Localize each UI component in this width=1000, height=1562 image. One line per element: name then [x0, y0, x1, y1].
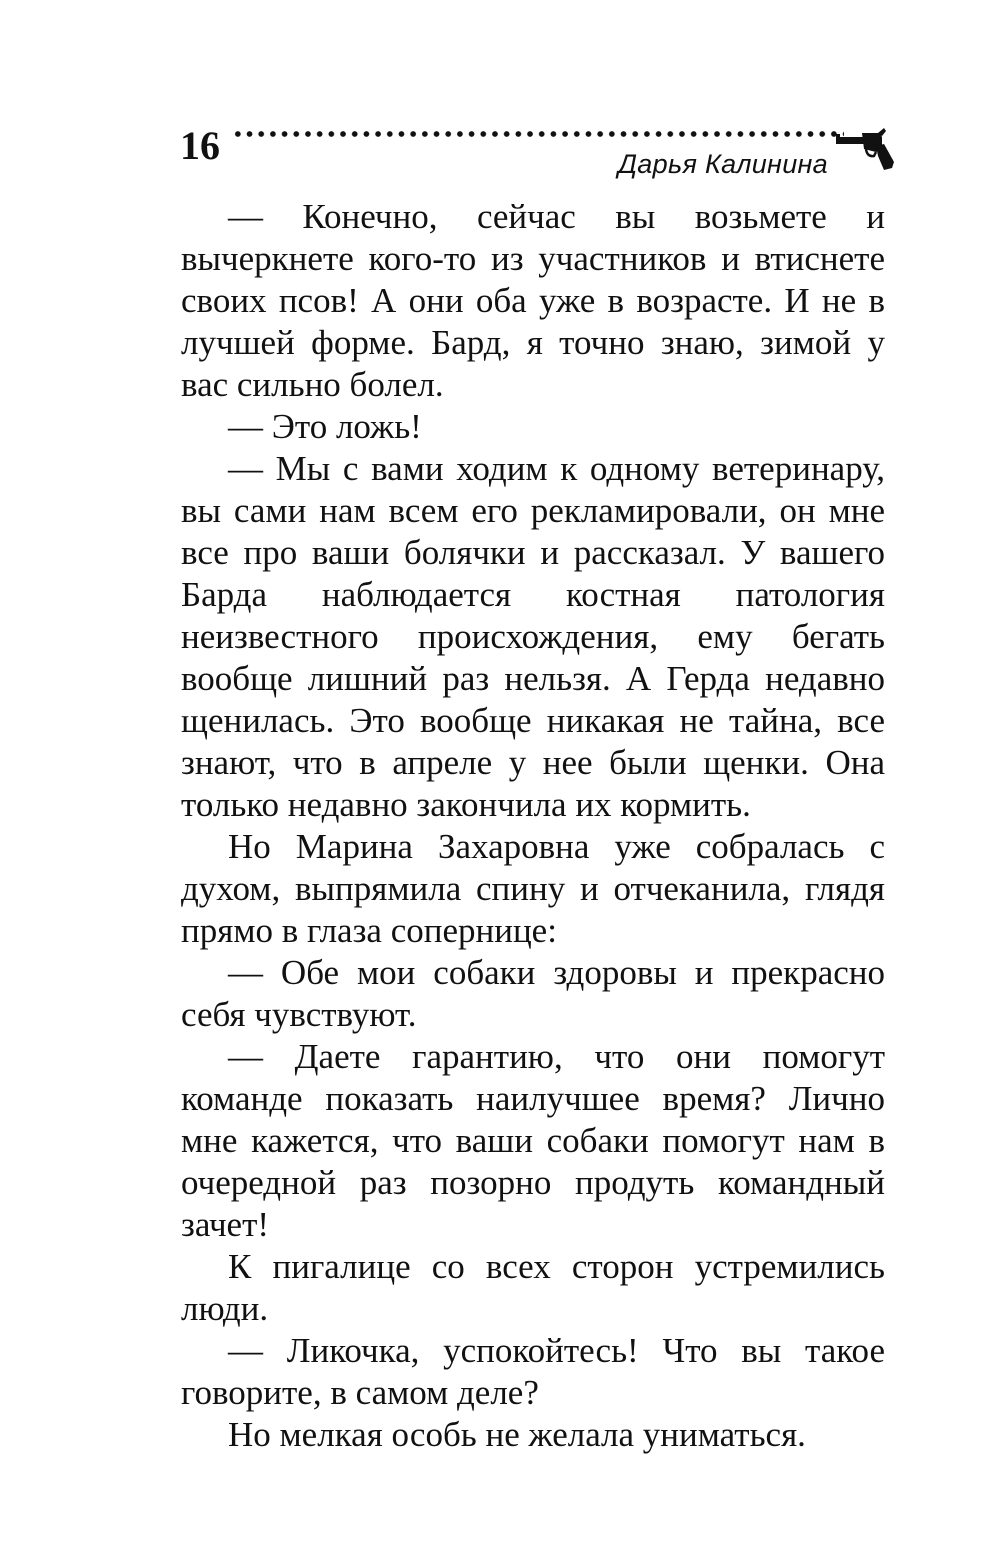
revolver-icon [836, 124, 896, 172]
paragraph: К пигалице со всех сторон устремились люди. [181, 1247, 885, 1328]
paragraph: — Обе мои собаки здоровы и прекрасно себя чувствуют. [181, 953, 885, 1034]
paragraph: Но Марина Захаровна уже собралась с духом, выпрямила спину и отчеканила, глядя прямо в глаза сопернице: [181, 827, 885, 950]
dot-leader [232, 128, 844, 140]
body-text [181, 196, 885, 1456]
page-number: 16 [180, 123, 220, 168]
paragraph: — Это ложь! [228, 407, 422, 446]
paragraph: — Ликочка, успокойтесь! Что вы такое говорите, в самом деле? [181, 1331, 885, 1412]
paragraph: — Мы с вами ходим к одному ветеринару, вы сами нам всем его рекламировали, он мне все про ваши болячки и рассказал. У вашего Барда наблюдается костная патология неизвестного происхождения, ему бегать вообще лишний раз нельзя. А Герда недавно щенилась. Это вообще никакая не тайна, все знают, что в апреле у нее были щенки. Она только недавно закончила их кормить. [181, 449, 885, 824]
paragraph: Но мелкая особь не желала униматься. [228, 1415, 806, 1454]
paragraph: — Даете гарантию, что они помогут команде показать наилучшее время? Лично мне кажется, что ваши собаки помогут нам в очередной раз позорно продуть командный зачет! [181, 1037, 885, 1244]
paragraph: — Конечно, сейчас вы возьмете и вычеркнете кого-то из участников и втиснете своих псов! А они оба уже в возрасте. И не в лучшей форме. Бард, я точно знаю, зимой у вас сильно болел. [181, 197, 885, 404]
running-head-author: Дарья Калинина [618, 149, 828, 179]
